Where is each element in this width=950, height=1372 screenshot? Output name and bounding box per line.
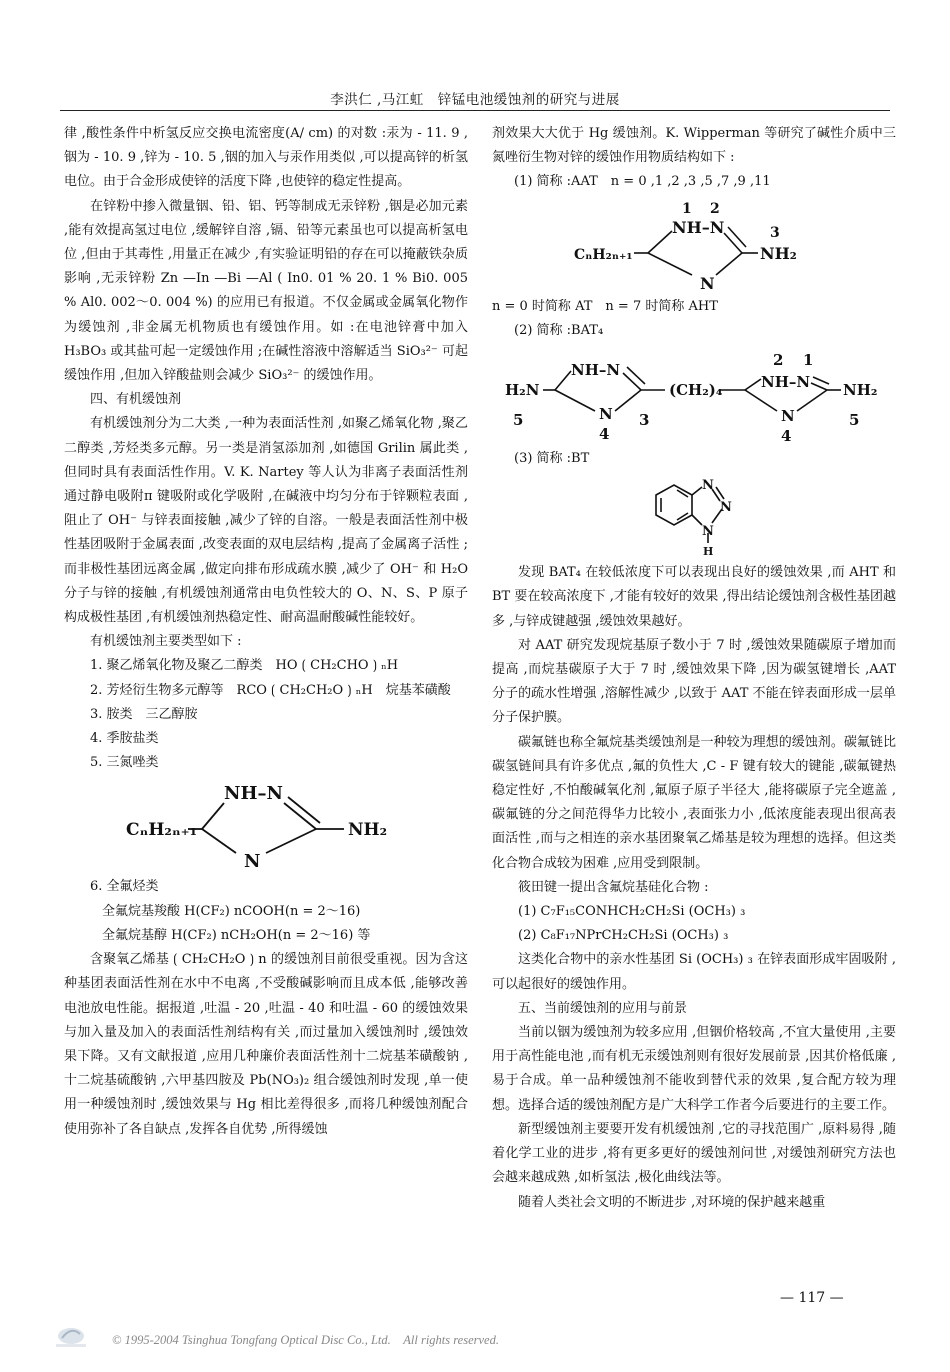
n-label: N xyxy=(720,500,732,516)
triazole-structure-diagram xyxy=(116,777,416,873)
paragraph: 新型缓蚀剂主要要开发有机缓蚀剂 ,它的寻找范围广 ,原料易得 ,随着化学工业的进步 ,将有更多更好的缓蚀剂问世 ,对缓蚀剂研究方法也会越来越成熟 ,如析氢法 ,极化曲线法等。 xyxy=(492,1121,896,1186)
right-column xyxy=(492,122,896,1215)
atom-number: 2 xyxy=(710,200,720,217)
atom-number: 4 xyxy=(599,425,610,444)
paragraph: 律 ,酸性条件中析氢反应交换电流密度(A/ cm) 的对数 :汞为 - 11. 9 ,铟为 - 10. 9 ,锌为 - 10. 5 ,铟的加入与汞作用类似 ,可以提高锌的析氢电位。由于合金形成使锌的活度下降 ,也使锌的稳定性提高。 xyxy=(64,126,468,190)
compound-caption: (2) 简称 :BAT₄ xyxy=(514,322,604,338)
formula-item: (1) C₇F₁₅CONHCH₂CH₂Si (OCH₃) ₃ xyxy=(518,904,746,920)
atom-number: 1 xyxy=(803,351,814,370)
atom-number: 2 xyxy=(773,351,784,370)
paragraph: 发现 BAT₄ 在较低浓度下可以表现出良好的缓蚀效果 ,而 AHT 和 BT 要在较高浓度下 ,才能有较好的效果 ,得出结论缓蚀剂含极性基团越多 ,与锌成键越强 ,缓蚀效果越好。 xyxy=(492,565,896,629)
h2n-label: H₂N xyxy=(505,381,540,400)
running-header: 李洪仁 ,马江虹 锌锰电池缓蚀剂的研究与进展 xyxy=(330,92,620,108)
paragraph: 有机缓蚀剂主要类型如下 : xyxy=(90,634,242,650)
atom-number: 3 xyxy=(770,224,780,241)
h-label: H xyxy=(703,545,714,559)
n-label: N xyxy=(781,407,795,426)
page-number: — 117 — xyxy=(780,1290,844,1306)
n-label: N xyxy=(702,478,714,494)
list-item: 1. 聚乙烯氧化物及聚乙二醇类 HO ⟮ CH₂CHO ⟯ ₙH xyxy=(90,658,399,674)
compound-caption: (1) 简称 :AAT n = 0 ,1 ,2 ,3 ,5 ,7 ,9 ,11 xyxy=(514,174,771,190)
formula-item: (2) C₈F₁₇NPrCH₂CH₂Si (OCH₃) ₃ xyxy=(518,928,729,944)
nh2-label: NH₂ xyxy=(843,381,878,400)
atom-number: 3 xyxy=(639,411,650,430)
ring-bonds xyxy=(188,797,344,853)
paragraph: 当前以铟为缓蚀剂为较多应用 ,但铟价格较高 ,不宜大量使用 ,主要用于高性能电池 ,而有机无汞缓蚀剂则有很好发展前景 ,因其价格低廉 ,易于合成。单一品种缓蚀剂不能收到替代汞的效果 ,复合配方较为理想。选择合适的缓蚀剂配方是广大科学工作者今后要进行的主要工作。 xyxy=(492,1025,896,1113)
aat-structure-diagram xyxy=(564,197,824,293)
paragraph: 含聚氧乙烯基 ⟮ CH₂CH₂O ⟯ n 的缓蚀剂目前很受重视。因为含这种基团表面活性剂在水中不电离 ,不受酸碱影响而且成本低 ,能够改善电池放电性能。据报道 ,吐温 - 20 ,吐温 - 40 和吐温 - 60 的缓蚀效果与加入量及加入的表面活性剂结构有关 ,而过量加入缓蚀剂时 ,缓蚀效果下降。又有文献报道 ,应用几种廉价表面活性剂十二烷基苯磺酸钠 ,十二烷基硫酸钠 ,六甲基四胺及 Pb(NO₃)₂ 组合缓蚀剂时发现 ,单一使用一种缓蚀剂时 ,缓蚀效果与 Hg 相比差得很多 ,而将几种缓蚀剂配合使用弥补了各自缺点 ,发挥各自优势 ,所得缓蚀 xyxy=(64,952,468,1137)
section-heading: 五、当前缓蚀剂的应用与前景 xyxy=(518,1000,688,1016)
benzotriazole-structure-diagram xyxy=(634,473,754,559)
bat4-structure-diagram xyxy=(499,345,889,445)
nh2-label: NH₂ xyxy=(348,820,388,841)
n-label: N xyxy=(244,851,261,873)
paragraph: 随着人类社会文明的不断进步 ,对环境的保护越来越重 xyxy=(518,1194,826,1210)
paragraph: 在锌粉中掺入微量铟、铅、铝、钙等制成无汞锌粉 ,铟是必加元素 ,能有效提高氢过电位 ,缓解锌自溶 ,镉、铅等元素虽也可以提高析氢电位 ,但由于其毒性 ,用量正在减少 ,有实验证明铅的存在可以掩蔽铁杂质影响 ,无汞锌粉 Zn —In —Bi —Al ( In0. 01 % 20. 1 % Bi0. 005 % Al0. 002～0. 004 %) 的应用已有报道。不仅金属或金属氧化物作为缓蚀剂 ,非金属无机物质也有缓蚀作用。如 :在电池锌膏中加入 H₃BO₃ 或其盐可起一定缓蚀作用 ;在碱性溶液中溶解适当 SiO₃²⁻ 可起缓蚀作用 ,但加入锌酸盐则会减少 SiO₃²⁻ 的缓蚀作用。 xyxy=(64,198,468,384)
paragraph: 对 AAT 研究发现烷基原子数小于 7 时 ,缓蚀效果随碳原子增加而提高 ,而烷基碳原子大于 7 时 ,缓蚀效果下降 ,因为碳氢键增长 ,AAT 分子的疏水性增强 ,溶解性减少 ,以致于 AAT 不能在锌表面形成一层单分子保护膜。 xyxy=(492,637,896,726)
paragraph: 有机缓蚀剂分为二大类 ,一种为表面活性剂 ,如聚乙烯氧化物 ,聚乙二醇类 ,芳烃类多元醇。另一类是消氢添加剂 ,如德国 Grilin 属此类 ,但同时具有表面活性作用。V. K. Nartey 等人认为非离子表面活性剂通过静电吸附π 键吸附或化学吸附 ,在碱液中均匀分布于锌颗粒表面 ,阻止了 OH⁻ 与锌表面接触 ,减少了锌的自溶。一般是表面活性剂中极性基团吸附于金属表面 ,改变表面的双电层结构 ,提高了金属离子活性 ;而非极性基团远离金属 ,做定向排布形成疏水膜 ,减少了 OH⁻ 和 H₂O 分子与锌的接触 ,有机缓蚀剂通常由电负性较大的 O、N、S、P 原子构成极性基团 ,有机缓蚀剂热稳定性、耐高温耐酸碱性能较好。 xyxy=(64,416,468,626)
n-label: N xyxy=(702,524,714,540)
paragraph: 这类化合物中的亲水性基团 Si (OCH₃) ₃ 在锌表面形成牢固吸附 ,可以起很好的缓蚀作用。 xyxy=(492,952,896,992)
atom-number: 1 xyxy=(682,200,692,217)
nh2-label: NH₂ xyxy=(760,243,797,263)
ch2-chain-label: (CH₂)₄ xyxy=(669,381,723,400)
nh-n-label: NH–N xyxy=(224,783,283,805)
paragraph: 碳氟链也称全氟烷基类缓蚀剂是一种较为理想的缓蚀剂。碳氟链比碳氢链间具有许多优点 ,氟的负性大 ,C - F 键有较大的键能 ,碳氟键热稳定性好 ,不怕酸碱氧化剂 ,氟原子原子半径大 ,能将碳原子完全遮盖 ,碳氟链的分之间范得华力比较小 ,表面张力小 ,低浓度能表现出很高表面活性 ,而与之相连的亲水基团聚氧乙烯基是较为理想的选择。但这类化合物合成较为困难 ,应用受到限制。 xyxy=(492,734,896,871)
paragraph: 筱田键一提出含氟烷基硅化合物 : xyxy=(518,879,709,895)
publisher-logo-icon xyxy=(50,1324,92,1350)
list-item: 6. 全氟烃类 xyxy=(90,879,159,895)
list-item: 3. 胺类 三乙醇胺 xyxy=(90,706,198,722)
n-label: N xyxy=(599,405,613,424)
n-label: N xyxy=(700,273,715,293)
list-subitem: 全氟烷基羧酸 H(CF₂) nCOOH(n = 2～16) xyxy=(102,903,361,919)
list-subitem: 全氟烷基醇 H(CF₂) nCH₂OH(n = 2～16) 等 xyxy=(102,927,371,943)
nh-n-label: NH–N xyxy=(672,217,725,237)
header-rule xyxy=(60,110,890,111)
paragraph: 剂效果大大优于 Hg 缓蚀剂。K. Wipperman 等研究了碱性介质中三氮唑衍生物对锌的缓蚀作用物质结构如下 : xyxy=(492,126,896,166)
copyright-footer: © 1995-2004 Tsinghua Tongfang Optical Disc Co., Ltd. All rights reserved. xyxy=(112,1333,499,1347)
list-item: 5. 三氮唑类 xyxy=(90,755,159,771)
compound-note: n = 0 时简称 AT n = 7 时简称 AHT xyxy=(492,298,718,314)
nh-n-label: NH–N xyxy=(571,361,621,380)
nh-n-label: NH–N xyxy=(761,373,811,392)
compound-caption: (3) 简称 :BT xyxy=(514,451,590,467)
section-heading: 四、有机缓蚀剂 xyxy=(90,392,182,408)
list-item: 4. 季胺盐类 xyxy=(90,731,159,747)
list-item: 2. 芳烃衍生物多元醇等 RCO ⟮ CH₂CH₂O ⟯ ₙH 烷基苯磺酸 xyxy=(90,682,451,698)
atom-number: 4 xyxy=(781,427,792,446)
alkyl-label: CₙH₂ₙ₊₁ xyxy=(126,820,198,841)
left-column xyxy=(64,122,468,1142)
alkyl-label: CₙH₂ₙ₊₁ xyxy=(574,246,633,263)
atom-number: 5 xyxy=(849,411,860,430)
atom-number: 5 xyxy=(513,411,524,430)
